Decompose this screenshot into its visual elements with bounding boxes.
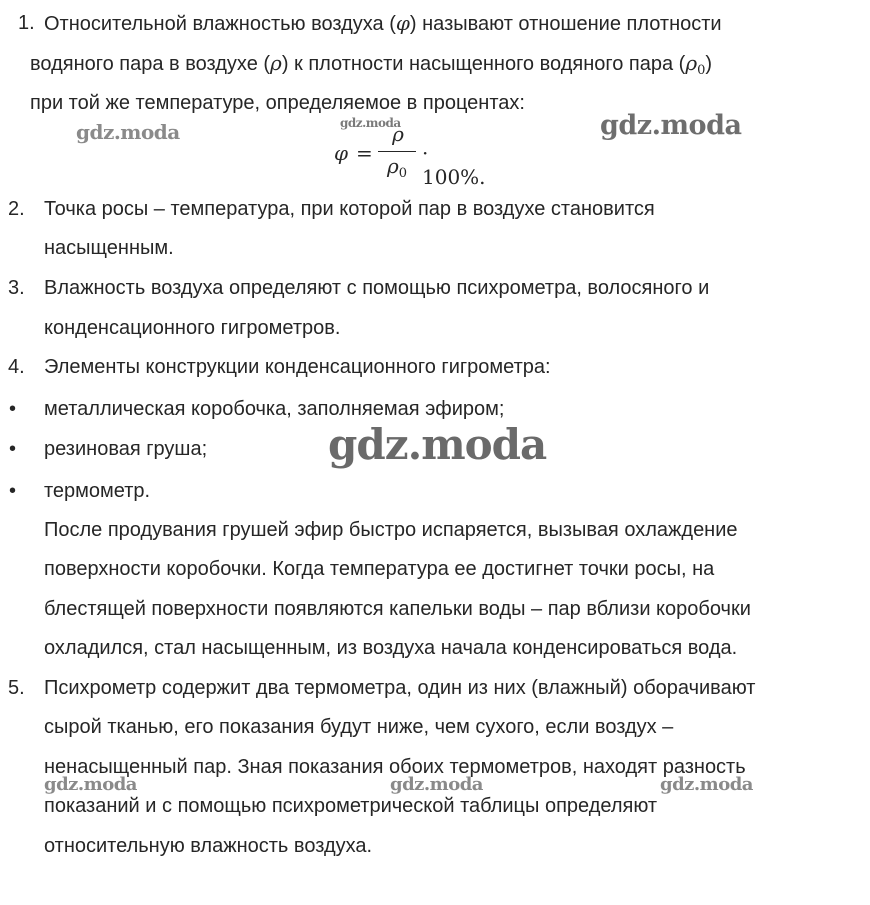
item-2-line-2: насыщенным. <box>44 237 174 259</box>
denominator-subscript: 0 <box>398 166 408 181</box>
rho0-subscript: 0 <box>697 63 706 78</box>
item-4-bullet-2: резиновая груша; <box>44 438 208 460</box>
watermark: gdz.moda <box>340 116 401 130</box>
item-5-line-5: относительную влажность воздуха. <box>44 835 373 857</box>
item-4-para-2: поверхности коробочки. Когда температура ее достигнет точки росы, на <box>44 558 715 580</box>
formula-numerator: ρ <box>392 122 404 146</box>
watermark: gdz.moda <box>600 110 742 141</box>
fraction-bar <box>378 151 416 152</box>
rho-symbol: ρ <box>270 51 282 75</box>
item-1-line-2 <box>30 51 712 83</box>
item-5-number: 5. <box>8 677 25 699</box>
humidity-formula <box>334 122 494 189</box>
item-4-bullet-1: металлическая коробочка, заполняемая эфиром; <box>44 398 505 420</box>
formula-lhs: φ <box>334 141 349 165</box>
formula-multiplier: · 100%. <box>422 141 486 189</box>
bullet-2: • <box>9 438 17 460</box>
item-4-line-1: Элементы конструкции конденсационного гигрометра: <box>44 356 551 378</box>
text-run: ) <box>705 53 713 75</box>
text-run: водяного пара в воздухе ( <box>30 53 271 75</box>
text-run: Относительной влажностью воздуха ( <box>44 13 396 35</box>
text-run: ) называют отношение плотности <box>409 13 722 35</box>
rho0-symbol: ρ <box>685 51 698 75</box>
item-1-line-1 <box>44 11 722 36</box>
item-5-line-2: сырой тканью, его показания будут ниже, чем сухого, если воздух – <box>44 716 674 738</box>
watermark: gdz.moda <box>76 120 180 144</box>
formula-denominator <box>378 154 416 181</box>
item-4-bullet-3: термометр. <box>44 480 151 502</box>
text-run: ) к плотности насыщенного водяного пара ( <box>281 53 686 75</box>
item-4-number: 4. <box>8 356 25 378</box>
item-2-line-1: Точка росы – температура, при которой пар в воздухе становится <box>44 198 655 220</box>
item-3-number: 3. <box>8 277 25 299</box>
item-1-line-3: при той же температуре, определяемое в процентах: <box>30 92 525 114</box>
bullet-3: • <box>9 480 17 502</box>
item-3-line-1: Влажность воздуха определяют с помощью психрометра, волосяного и <box>44 277 710 299</box>
item-4-para-1: После продувания грушей эфир быстро испаряется, вызывая охлаждение <box>44 519 738 541</box>
item-4-para-3: блестящей поверхности появляются капельки воды – пар вблизи коробочки <box>44 598 751 620</box>
bullet-1: • <box>9 398 17 420</box>
item-4-para-4: охладился, стал насыщенным, из воздуха начала конденсироваться вода. <box>44 637 738 659</box>
item-1-number: 1. <box>18 12 35 34</box>
watermark: gdz.moda <box>44 774 137 795</box>
watermark: gdz.moda <box>660 774 753 795</box>
phi-symbol: φ <box>395 11 410 35</box>
item-5-line-4: показаний и с помощью психрометрической таблицы определяют <box>44 795 658 817</box>
watermark: gdz.moda <box>390 774 483 795</box>
item-2-number: 2. <box>8 198 25 220</box>
denominator-rho: ρ <box>386 154 399 178</box>
item-5-line-1: Психрометр содержит два термометра, один из них (влажный) оборачивают <box>44 677 756 699</box>
item-5-line-3: ненасыщенный пар. Зная показания обоих термометров, находят разность <box>44 756 746 778</box>
formula-equals: = <box>356 141 373 165</box>
watermark: gdz.moda <box>328 420 547 469</box>
item-3-line-2: конденсационного гигрометров. <box>44 317 341 339</box>
